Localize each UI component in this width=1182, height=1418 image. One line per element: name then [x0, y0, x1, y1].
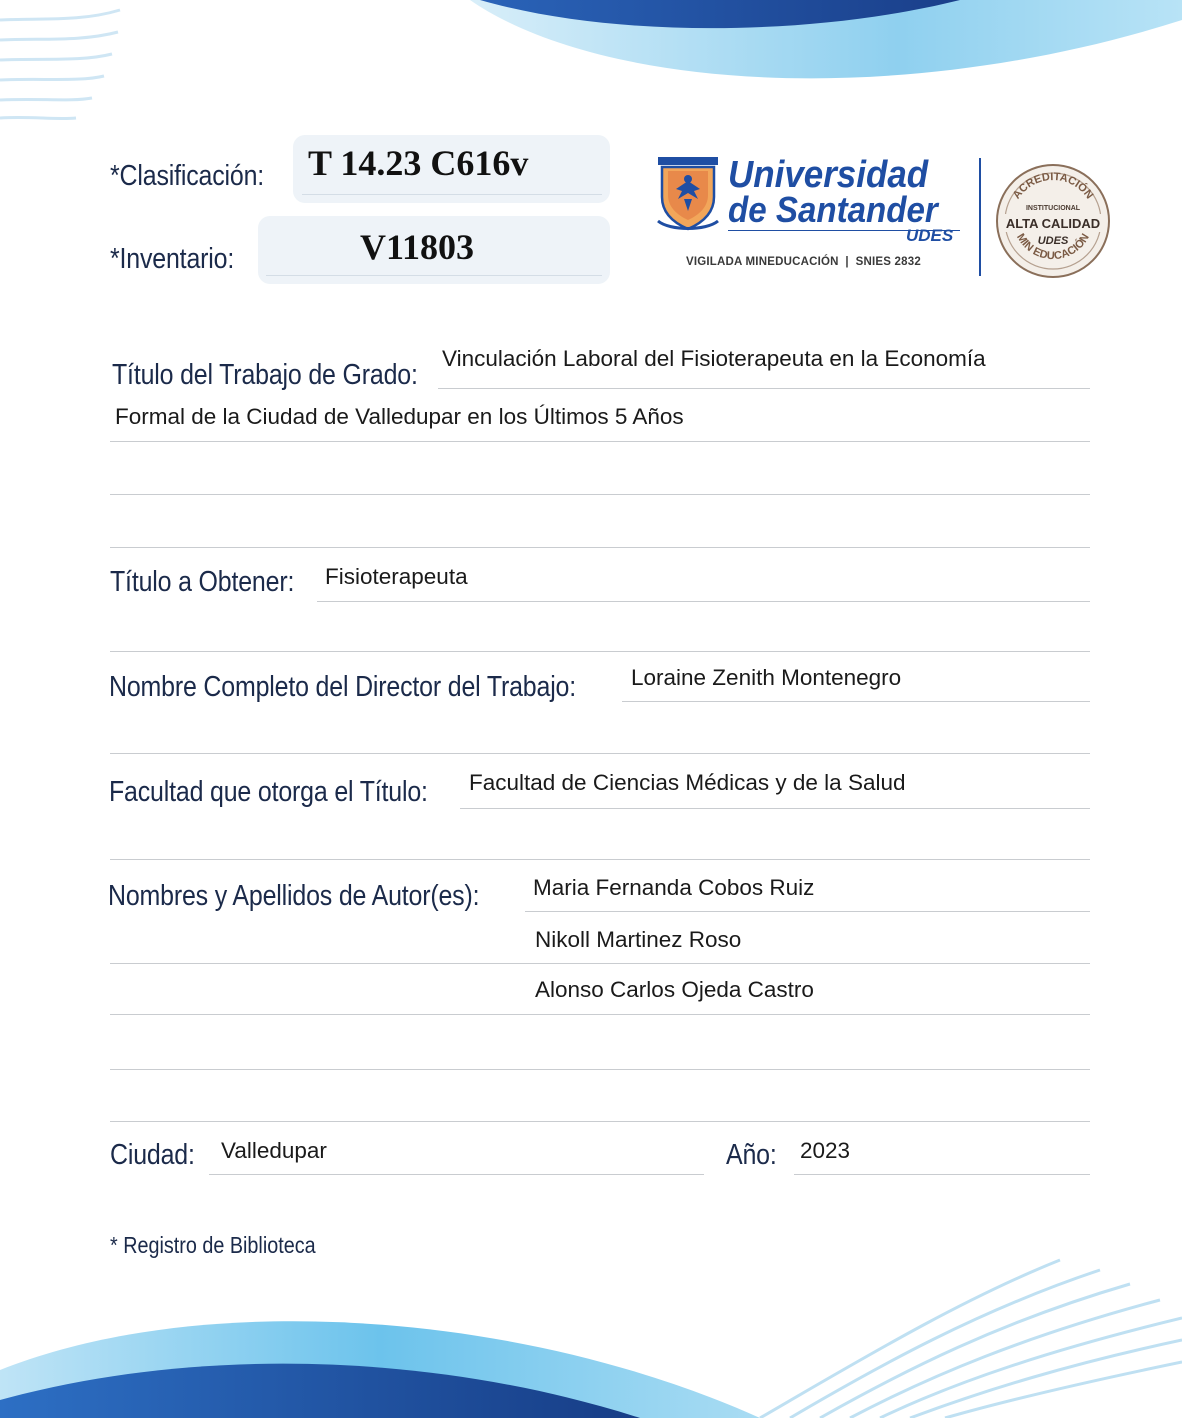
director-value: Loraine Zenith Montenegro: [631, 665, 902, 690]
titulo-trabajo-line2: Formal de la Ciudad de Valledupar en los Últimos 5 Años: [115, 404, 684, 429]
blank-line-2: [110, 547, 1090, 548]
facultad-value: Facultad de Ciencias Médicas y de la Salud: [469, 770, 906, 795]
autor-3: Alonso Carlos Ojeda Castro: [535, 977, 814, 1002]
director-label: Nombre Completo del Director del Trabajo:: [109, 671, 577, 703]
shield-eagle-icon: [656, 155, 720, 233]
seal-bottom-text: MIN EDUCACIÓN: [1014, 231, 1092, 263]
anio-label: Año:: [726, 1139, 777, 1171]
ciudad-value: Valledupar: [221, 1138, 327, 1163]
ciudad-underline: [209, 1174, 704, 1175]
anio-value: 2023: [800, 1138, 851, 1163]
seal-mid1: INSTITUCIONAL: [1025, 205, 1081, 212]
titulo-trabajo-underline-1: [438, 388, 1090, 389]
footnote: * Registro de Biblioteca: [110, 1232, 316, 1258]
autor-2-underline: [110, 963, 1090, 964]
autor-3-underline: [110, 1014, 1090, 1015]
inventario-underline: [266, 275, 602, 276]
seal-top-text: ACREDITACIÓN: [1010, 170, 1096, 202]
logo-tagline: VIGILADA MINEDUCACIÓN | SNIES 2832: [686, 256, 921, 268]
titulo-trabajo-line1: Vinculación Laboral del Fisioterapeuta en la Economía: [442, 346, 986, 371]
anio-underline: [794, 1174, 1090, 1175]
titulo-obtener-underline: [317, 601, 1090, 602]
autor-2: Nikoll Martinez Roso: [535, 927, 742, 952]
logo-abbrev: UDES: [906, 226, 954, 245]
seal-mid2: ALTA CALIDAD: [1005, 216, 1101, 231]
seal-mid3: UDES: [1037, 235, 1069, 247]
accreditation-seal-icon: [994, 162, 1112, 280]
blank-line-4: [110, 753, 1090, 754]
clasificacion-value: T 14.23 C616v: [308, 143, 529, 183]
blank-line-7: [110, 1121, 1090, 1122]
autores-label: Nombres y Apellidos de Autor(es):: [108, 880, 480, 912]
titulo-obtener-label: Título a Obtener:: [110, 566, 295, 598]
logo-name-line1: Universidad: [728, 154, 929, 196]
bottom-wave-decoration: [0, 1250, 1182, 1418]
titulo-trabajo-underline-2: [110, 441, 1090, 442]
blank-line-6: [110, 1069, 1090, 1070]
facultad-underline: [460, 808, 1090, 809]
logo-divider: [979, 158, 981, 276]
inventario-value: V11803: [360, 227, 475, 267]
ciudad-label: Ciudad:: [110, 1139, 195, 1171]
facultad-label: Facultad que otorga el Título:: [109, 776, 428, 808]
titulo-trabajo-label: Título del Trabajo de Grado:: [112, 359, 418, 391]
director-underline: [622, 701, 1090, 702]
blank-line-3: [110, 651, 1090, 652]
clasificacion-label: *Clasificación:: [110, 160, 265, 192]
top-wave-decoration: [0, 0, 1182, 140]
logo-name-line2: de Santander: [728, 189, 938, 230]
inventario-label: *Inventario:: [110, 243, 235, 275]
clasificacion-underline: [302, 194, 602, 195]
blank-line-1: [110, 494, 1090, 495]
blank-line-5: [110, 859, 1090, 860]
autor-1-underline: [525, 911, 1090, 912]
autor-1: Maria Fernanda Cobos Ruiz: [533, 875, 815, 900]
university-logo: [648, 150, 1118, 290]
titulo-obtener-value: Fisioterapeuta: [325, 564, 468, 589]
